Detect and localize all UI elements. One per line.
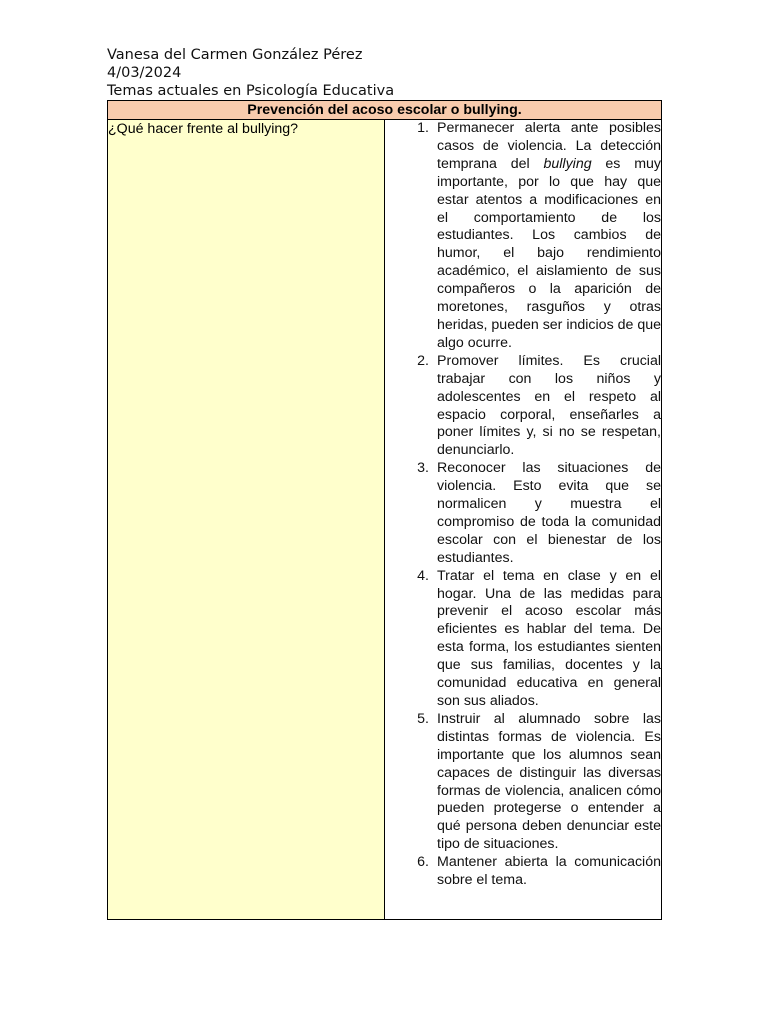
course-title: Temas actuales en Psicología Educativa	[107, 83, 395, 99]
list-item	[385, 353, 661, 460]
list-item	[385, 460, 661, 567]
answer-cell	[385, 120, 662, 920]
table-title: Prevención del acoso escolar o bullying.	[108, 101, 662, 120]
list-item-text: Mantener abierta la comunicación sobre el tema.	[437, 854, 661, 889]
list-item-number: 6.	[417, 854, 429, 871]
list-item-text: Instruir al alumnado sobre las distintas formas de violencia. Es importante que los alumnos sean capaces de distinguir las diversas formas de violencia, analicen cómo pueden protegerse o entender a qué persona deben denunciar este tipo de situaciones.	[437, 710, 661, 853]
table-row	[108, 120, 662, 920]
list-item-number: 3.	[417, 460, 429, 477]
list-item	[385, 120, 661, 353]
document-date: 4/03/2024	[107, 65, 182, 81]
list-item-number: 1.	[417, 120, 429, 136]
list-item	[385, 711, 661, 854]
content-table	[107, 100, 662, 920]
list-item-text: Tratar el tema en clase y en el hogar. Una de las medidas para prevenir el acoso escolar más eficientes es hablar del tema. De esta forma, los estudiantes sienten que sus familias, docentes y la comunidad educativa en general son sus aliados.	[437, 567, 661, 709]
list-item-number: 4.	[417, 567, 429, 584]
question-cell	[108, 120, 385, 920]
list-item-text: es muy importante, por lo que hay que estar atentos a modificaciones en el comportamiento de los estudiantes. Los cambios de humor, el bajo rendimiento académico, el aislamiento de sus compañeros o la aparición de moretones, rasguños y otras heridas, pueden ser indicios de que algo ocurre.	[437, 155, 661, 351]
list-item-number: 5.	[417, 710, 429, 727]
list-item	[385, 568, 661, 711]
author-name: Vanesa del Carmen González Pérez	[107, 47, 363, 63]
list-item-emphasis: bullying	[543, 155, 592, 172]
document-page	[107, 46, 662, 920]
list-item-text: Reconocer las situaciones de violencia. Esto evita que se normalicen y muestra el compromiso de toda la comunidad escolar con el bienestar de los estudiantes.	[437, 460, 661, 566]
list-item-number: 2.	[417, 352, 429, 369]
question-text: ¿Qué hacer frente al bullying?	[108, 121, 299, 137]
recommendation-list	[385, 120, 661, 890]
list-item-text: Promover límites. Es crucial trabajar con los niños y adolescentes en el respeto al espacio corporal, enseñarles a poner límites y, si no se respetan, denunciarlo.	[437, 352, 661, 459]
list-item-text: Permanecer alerta ante posibles casos de violencia. La detección temprana del	[437, 120, 661, 172]
answer-clip	[385, 120, 661, 919]
list-item	[385, 854, 661, 890]
